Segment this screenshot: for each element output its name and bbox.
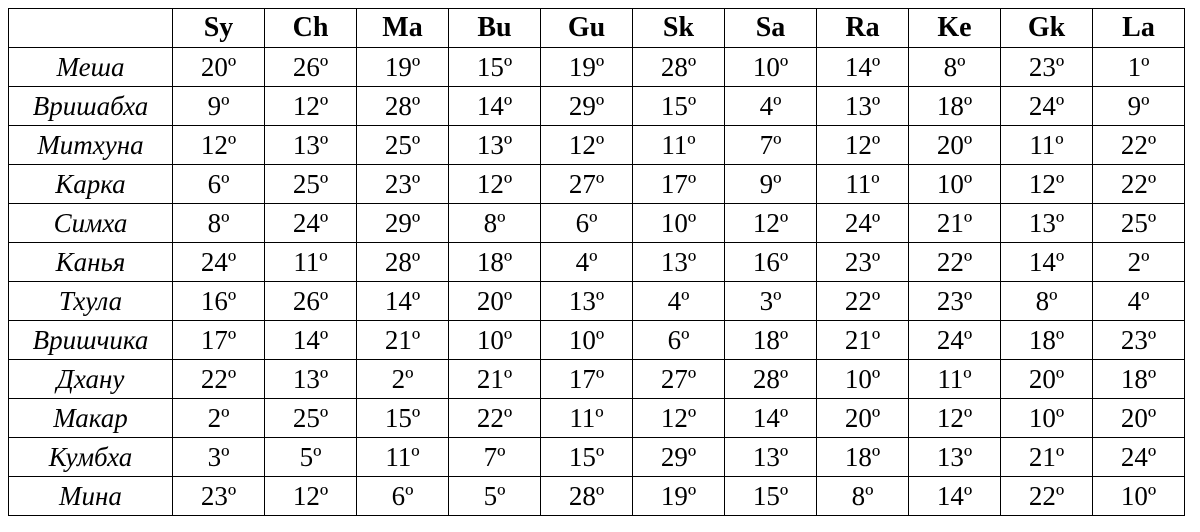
value-cell: 21º: [909, 204, 1001, 243]
value-cell: 17º: [633, 165, 725, 204]
value-cell: 11º: [265, 243, 357, 282]
value-cell: 6º: [541, 204, 633, 243]
value-cell: 20º: [1093, 399, 1185, 438]
value-cell: 13º: [909, 438, 1001, 477]
value-cell: 12º: [817, 126, 909, 165]
value-cell: 22º: [449, 399, 541, 438]
row-header: Дхану: [9, 360, 173, 399]
table-row: [9, 477, 1185, 516]
row-header: Тхула: [9, 282, 173, 321]
value-cell: 10º: [1001, 399, 1093, 438]
value-cell: 10º: [1093, 477, 1185, 516]
column-header-sa: Sa: [725, 9, 817, 48]
column-header-ke: Ke: [909, 9, 1001, 48]
value-cell: 3º: [725, 282, 817, 321]
value-cell: 13º: [449, 126, 541, 165]
value-cell: 6º: [173, 165, 265, 204]
value-cell: 28º: [357, 243, 449, 282]
value-cell: 2º: [1093, 243, 1185, 282]
column-header-sk: Sk: [633, 9, 725, 48]
value-cell: 20º: [817, 399, 909, 438]
value-cell: 14º: [909, 477, 1001, 516]
value-cell: 24º: [817, 204, 909, 243]
value-cell: 9º: [173, 87, 265, 126]
row-header: Карка: [9, 165, 173, 204]
value-cell: 17º: [541, 360, 633, 399]
value-cell: 10º: [449, 321, 541, 360]
value-cell: 28º: [357, 87, 449, 126]
value-cell: 21º: [1001, 438, 1093, 477]
value-cell: 3º: [173, 438, 265, 477]
value-cell: 18º: [1093, 360, 1185, 399]
column-header-bu: Bu: [449, 9, 541, 48]
table-row: [9, 48, 1185, 87]
table-row: [9, 243, 1185, 282]
value-cell: 10º: [633, 204, 725, 243]
table-row: [9, 399, 1185, 438]
value-cell: 24º: [1093, 438, 1185, 477]
value-cell: 14º: [1001, 243, 1093, 282]
value-cell: 7º: [725, 126, 817, 165]
value-cell: 18º: [725, 321, 817, 360]
value-cell: 23º: [1001, 48, 1093, 87]
value-cell: 11º: [909, 360, 1001, 399]
value-cell: 28º: [633, 48, 725, 87]
value-cell: 25º: [265, 165, 357, 204]
value-cell: 11º: [1001, 126, 1093, 165]
value-cell: 26º: [265, 48, 357, 87]
value-cell: 28º: [541, 477, 633, 516]
value-cell: 15º: [725, 477, 817, 516]
row-header: Мина: [9, 477, 173, 516]
value-cell: 13º: [817, 87, 909, 126]
value-cell: 29º: [541, 87, 633, 126]
value-cell: 23º: [817, 243, 909, 282]
value-cell: 6º: [357, 477, 449, 516]
row-header: Макар: [9, 399, 173, 438]
value-cell: 22º: [1093, 126, 1185, 165]
value-cell: 25º: [265, 399, 357, 438]
value-cell: 12º: [909, 399, 1001, 438]
value-cell: 18º: [449, 243, 541, 282]
value-cell: 8º: [449, 204, 541, 243]
value-cell: 4º: [633, 282, 725, 321]
value-cell: 20º: [173, 48, 265, 87]
column-header-sy: Sy: [173, 9, 265, 48]
value-cell: 12º: [633, 399, 725, 438]
value-cell: 16º: [725, 243, 817, 282]
value-cell: 13º: [725, 438, 817, 477]
row-header: Вришчика: [9, 321, 173, 360]
value-cell: 20º: [909, 126, 1001, 165]
value-cell: 9º: [725, 165, 817, 204]
value-cell: 23º: [909, 282, 1001, 321]
value-cell: 19º: [633, 477, 725, 516]
value-cell: 4º: [541, 243, 633, 282]
table-row: [9, 438, 1185, 477]
value-cell: 18º: [817, 438, 909, 477]
table-row: [9, 321, 1185, 360]
table-row: [9, 360, 1185, 399]
value-cell: 24º: [265, 204, 357, 243]
value-cell: 8º: [909, 48, 1001, 87]
value-cell: 24º: [909, 321, 1001, 360]
value-cell: 12º: [265, 87, 357, 126]
value-cell: 8º: [173, 204, 265, 243]
value-cell: 11º: [817, 165, 909, 204]
column-header-ch: Ch: [265, 9, 357, 48]
value-cell: 24º: [1001, 87, 1093, 126]
value-cell: 12º: [449, 165, 541, 204]
value-cell: 22º: [1001, 477, 1093, 516]
table-row: [9, 165, 1185, 204]
value-cell: 4º: [1093, 282, 1185, 321]
table-row: [9, 87, 1185, 126]
value-cell: 1º: [1093, 48, 1185, 87]
column-header-ra: Ra: [817, 9, 909, 48]
value-cell: 18º: [1001, 321, 1093, 360]
value-cell: 20º: [1001, 360, 1093, 399]
value-cell: 2º: [357, 360, 449, 399]
value-cell: 22º: [1093, 165, 1185, 204]
value-cell: 14º: [817, 48, 909, 87]
value-cell: 2º: [173, 399, 265, 438]
value-cell: 14º: [449, 87, 541, 126]
value-cell: 11º: [633, 126, 725, 165]
value-cell: 6º: [633, 321, 725, 360]
value-cell: 13º: [633, 243, 725, 282]
value-cell: 21º: [357, 321, 449, 360]
table-row: [9, 282, 1185, 321]
value-cell: 23º: [1093, 321, 1185, 360]
value-cell: 21º: [817, 321, 909, 360]
degrees-table: [8, 8, 1185, 516]
value-cell: 10º: [541, 321, 633, 360]
value-cell: 23º: [357, 165, 449, 204]
value-cell: 20º: [449, 282, 541, 321]
value-cell: 18º: [909, 87, 1001, 126]
value-cell: 12º: [265, 477, 357, 516]
value-cell: 15º: [541, 438, 633, 477]
row-header: Симха: [9, 204, 173, 243]
value-cell: 15º: [449, 48, 541, 87]
value-cell: 12º: [1001, 165, 1093, 204]
value-cell: 8º: [1001, 282, 1093, 321]
value-cell: 29º: [633, 438, 725, 477]
value-cell: 27º: [633, 360, 725, 399]
value-cell: 10º: [725, 48, 817, 87]
value-cell: 5º: [449, 477, 541, 516]
row-header: Меша: [9, 48, 173, 87]
value-cell: 15º: [633, 87, 725, 126]
value-cell: 14º: [265, 321, 357, 360]
value-cell: 22º: [817, 282, 909, 321]
value-cell: 10º: [909, 165, 1001, 204]
value-cell: 25º: [1093, 204, 1185, 243]
value-cell: 26º: [265, 282, 357, 321]
value-cell: 11º: [541, 399, 633, 438]
value-cell: 19º: [357, 48, 449, 87]
value-cell: 12º: [541, 126, 633, 165]
value-cell: 27º: [541, 165, 633, 204]
column-header-la: La: [1093, 9, 1185, 48]
value-cell: 22º: [173, 360, 265, 399]
value-cell: 23º: [173, 477, 265, 516]
value-cell: 9º: [1093, 87, 1185, 126]
value-cell: 12º: [725, 204, 817, 243]
value-cell: 15º: [357, 399, 449, 438]
column-header-ma: Ma: [357, 9, 449, 48]
value-cell: 16º: [173, 282, 265, 321]
value-cell: 7º: [449, 438, 541, 477]
value-cell: 10º: [817, 360, 909, 399]
value-cell: 14º: [357, 282, 449, 321]
value-cell: 21º: [449, 360, 541, 399]
row-header: Митхуна: [9, 126, 173, 165]
value-cell: 5º: [265, 438, 357, 477]
row-header: Канья: [9, 243, 173, 282]
corner-cell: [9, 9, 173, 48]
value-cell: 25º: [357, 126, 449, 165]
value-cell: 4º: [725, 87, 817, 126]
row-header: Вришабха: [9, 87, 173, 126]
table-row: [9, 204, 1185, 243]
value-cell: 17º: [173, 321, 265, 360]
value-cell: 19º: [541, 48, 633, 87]
value-cell: 13º: [1001, 204, 1093, 243]
table-row: [9, 126, 1185, 165]
value-cell: 22º: [909, 243, 1001, 282]
value-cell: 13º: [265, 126, 357, 165]
value-cell: 29º: [357, 204, 449, 243]
header-row: [9, 9, 1185, 48]
value-cell: 28º: [725, 360, 817, 399]
value-cell: 11º: [357, 438, 449, 477]
column-header-gu: Gu: [541, 9, 633, 48]
value-cell: 14º: [725, 399, 817, 438]
value-cell: 8º: [817, 477, 909, 516]
row-header: Кумбха: [9, 438, 173, 477]
value-cell: 12º: [173, 126, 265, 165]
value-cell: 13º: [265, 360, 357, 399]
column-header-gk: Gk: [1001, 9, 1093, 48]
value-cell: 13º: [541, 282, 633, 321]
value-cell: 24º: [173, 243, 265, 282]
